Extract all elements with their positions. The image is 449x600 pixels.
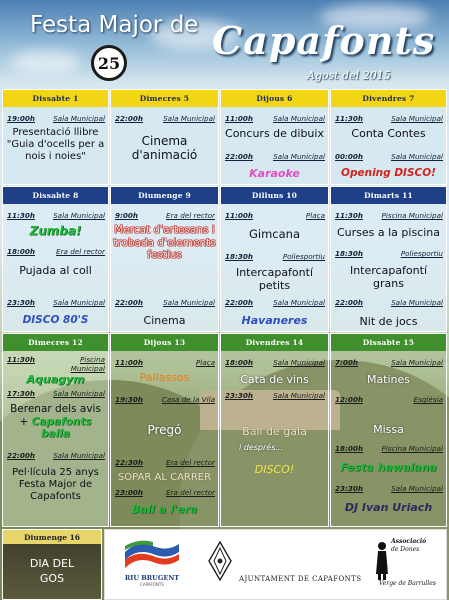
event-time: 23:30h (225, 391, 253, 400)
riu-brugent-logo-icon (123, 538, 181, 572)
event-title: Conta Contes (351, 127, 426, 140)
time-place (7, 211, 105, 220)
event-time: 18:30h (225, 252, 253, 261)
day-cell (220, 186, 329, 332)
week-row-2 (2, 186, 447, 332)
event-title: Cinema (143, 314, 186, 327)
event-place: Era del rector (166, 458, 215, 467)
day-header: Dimarts 11 (331, 187, 446, 204)
event-title: DJ Ivan Uriach (344, 501, 433, 514)
event-time: 19:00h (7, 114, 35, 123)
event-note: i després... (239, 443, 284, 452)
event-place: Era del rector (56, 247, 105, 256)
event-place: Sala Municipal (53, 114, 105, 123)
time-place (335, 114, 443, 123)
event-place: Poliesportiu (282, 252, 325, 261)
event-time: 22:00h (7, 451, 35, 460)
day-body (111, 204, 218, 331)
day-body (3, 107, 108, 184)
sponsor-label-line: Associació (391, 538, 427, 545)
day-header: Dijous 13 (111, 334, 218, 351)
day-cell (110, 333, 219, 527)
sponsor-label: RIU BRUGENT (124, 574, 180, 582)
event-title: Festa hawaiana (340, 461, 437, 474)
day-body (331, 107, 446, 184)
day-header: Dissabte 15 (331, 334, 446, 351)
time-place (7, 451, 105, 460)
event-place: Poliesportiu (400, 249, 443, 258)
event-title: Cata de vins (240, 373, 309, 386)
day-body (111, 107, 218, 184)
time-place (225, 114, 325, 123)
time-place (225, 391, 325, 400)
event-title (5, 403, 106, 441)
sponsor-sublabel: CAPAFONTS (140, 582, 164, 587)
event-title: Pallassos (139, 371, 190, 384)
time-place (335, 395, 443, 404)
day-body (3, 351, 108, 526)
event-time: 23:30h (335, 484, 363, 493)
poster-header (0, 0, 449, 88)
week-row-3 (2, 333, 447, 527)
footer (0, 529, 449, 600)
event-title-line1: DIA DEL (29, 557, 75, 570)
event-time: 12:00h (335, 395, 363, 404)
sponsor-label: AJUNTAMENT DE CAPAFONTS (239, 575, 362, 583)
sponsors-panel (104, 529, 447, 600)
event-time: 18:30h (335, 249, 363, 258)
event-time: 11:30h (335, 114, 363, 123)
event-place: Església (413, 395, 443, 404)
event-time: 22:00h (225, 298, 253, 307)
event-place: Sala Municipal (391, 114, 443, 123)
event-time: 18:00h (335, 444, 363, 453)
event-title: Opening DISCO! (341, 167, 436, 179)
event-title-line2: GOS (39, 571, 65, 585)
time-place (115, 298, 215, 307)
event-title: Cinema d'animació (131, 134, 198, 163)
event-time: 11:30h (7, 355, 35, 364)
event-time: 7:00h (335, 358, 358, 367)
event-place: Plaça (305, 211, 325, 220)
event-title: Karaoke (249, 167, 300, 180)
day-body (111, 351, 218, 526)
time-place (335, 444, 443, 453)
event-place: Sala Municipal (53, 298, 105, 307)
title-line2: Capafonts (212, 18, 436, 63)
day-header: Divendres 14 (221, 334, 328, 351)
day-cell (2, 333, 109, 527)
time-place (225, 152, 325, 161)
event-title: Havaneres (241, 314, 308, 327)
time-place (7, 389, 105, 398)
day-header: Dimecres 5 (111, 90, 218, 107)
event-place: Piscina Municipal (381, 444, 443, 453)
event-title: DISCO! (254, 463, 295, 476)
day-cell (330, 333, 447, 527)
event-time: 17:30h (7, 389, 35, 398)
sponsor-label-line: de Dones (391, 545, 420, 553)
day-header: Diumenge 9 (111, 187, 218, 204)
event-place: Era del rector (166, 488, 215, 497)
time-place (7, 247, 105, 256)
time-place (335, 152, 443, 161)
event-place: Piscina Municipal (70, 355, 105, 374)
day-body (221, 351, 328, 526)
time-place (225, 298, 325, 307)
subtitle: Agost del 2015 (307, 69, 391, 82)
event-title: Aquagym (26, 373, 85, 386)
event-place: Sala Municipal (273, 114, 325, 123)
event-title: Ball a l'era (131, 503, 198, 516)
day-body (221, 204, 328, 331)
time-place (335, 298, 443, 307)
time-place (225, 358, 325, 367)
event-time: 22:00h (115, 114, 143, 123)
event-title: Pregó (147, 423, 182, 437)
day-body (221, 107, 328, 184)
event-place: Sala Municipal (273, 358, 325, 367)
event-title: Gimcana (248, 227, 300, 241)
time-place (7, 298, 105, 307)
event-place: Sala Municipal (391, 152, 443, 161)
event-time: 11:30h (335, 211, 363, 220)
event-title: Zumba! (29, 224, 82, 238)
time-place (335, 358, 443, 367)
event-title: Pel·lícula 25 anys Festa Major de Capafonts (12, 467, 99, 502)
event-title: Mercat d'artesans i trobada d'elements festius (113, 224, 216, 262)
event-place: Sala Municipal (53, 451, 105, 460)
municipal-shield-icon (207, 540, 233, 582)
event-time: 22:00h (225, 152, 253, 161)
event-title: Intercapafontí grans (349, 264, 428, 291)
event-time: 22:30h (115, 458, 143, 467)
day-cell-diumenge-16 (2, 529, 102, 600)
event-place: Sala Municipal (273, 298, 325, 307)
time-place (7, 355, 105, 374)
time-place (225, 211, 325, 220)
event-title: Concurs de dibuix (225, 127, 324, 140)
time-place (115, 358, 215, 367)
time-place (115, 458, 215, 467)
day-body (331, 204, 446, 331)
day-cell (110, 186, 219, 332)
event-title: DISCO 80'S (22, 314, 89, 326)
event-time: 18:00h (7, 247, 35, 256)
day-header: Dilluns 10 (221, 187, 328, 204)
event-place: Sala Municipal (391, 484, 443, 493)
day-header: Divendres 7 (331, 90, 446, 107)
event-time: 23:00h (115, 488, 143, 497)
day-cell (330, 186, 447, 332)
event-time: 23:30h (7, 298, 35, 307)
event-title: Presentació llibre "Guia d'ocells per a nois i noies" (6, 127, 105, 162)
anniversary-logo: 25 (91, 45, 127, 81)
event-place: Sala Municipal (391, 358, 443, 367)
day-header: Dissabte 8 (3, 187, 108, 204)
day-body (3, 204, 108, 331)
time-place (335, 484, 443, 493)
time-place (7, 114, 105, 123)
event-title-part: Berenar dels avis + (10, 403, 101, 428)
event-place: Sala Municipal (391, 298, 443, 307)
day-cell (220, 333, 329, 527)
event-title-highlight: Capafonts balla (31, 415, 92, 441)
event-time: 22:00h (115, 298, 143, 307)
time-place (115, 488, 215, 497)
event-title: Ball de gala (242, 425, 307, 438)
time-place (115, 395, 215, 404)
event-place: Plaça (195, 358, 215, 367)
day-cell (220, 89, 329, 185)
event-time: 11:00h (225, 211, 253, 220)
event-place: Sala Municipal (163, 298, 215, 307)
day-body (331, 351, 446, 526)
event-time: 18:00h (225, 358, 253, 367)
day-header: Dimecres 12 (3, 334, 108, 351)
event-time: 22:00h (335, 298, 363, 307)
day-cell (110, 89, 219, 185)
day-cell (2, 186, 109, 332)
event-place: Sala Municipal (53, 389, 105, 398)
event-place: Sala Municipal (273, 391, 325, 400)
event-title: Curses a la piscina (336, 226, 441, 239)
time-place (115, 211, 215, 220)
day-header: Dijous 6 (221, 90, 328, 107)
event-title (3, 557, 101, 587)
time-place (115, 114, 215, 123)
time-place (335, 249, 443, 258)
time-place (335, 211, 443, 220)
day-cell (330, 89, 447, 185)
event-title: Matines (366, 373, 411, 386)
event-place: Sala Municipal (163, 114, 215, 123)
event-time: 19:30h (115, 395, 143, 404)
event-title: Nit de jocs (359, 315, 418, 328)
day-cell (2, 89, 109, 185)
sponsor-label (391, 538, 426, 553)
event-title: Missa (373, 423, 404, 436)
event-time: 9:00h (115, 211, 138, 220)
event-place: Casa de la Vila (161, 395, 215, 404)
event-title: Pujada al coll (19, 264, 92, 277)
day-header: Dissabte 1 (3, 90, 108, 107)
event-place: Sala Municipal (273, 152, 325, 161)
week-row-1 (2, 89, 447, 185)
figure-silhouette-icon (375, 540, 389, 580)
sponsor-label-line: Verge de Barrulles (379, 580, 436, 587)
event-title: Intercapafontí petits (235, 266, 314, 293)
event-time: 00:00h (335, 152, 363, 161)
day-header: Diumenge 16 (3, 530, 101, 544)
sponsor-riu-brugent (119, 538, 185, 587)
event-place: Sala Municipal (53, 211, 105, 220)
event-time: 11:30h (7, 211, 35, 220)
title-line1: Festa Major de (30, 12, 199, 38)
event-place: Piscina Municipal (381, 211, 443, 220)
event-time: 11:00h (115, 358, 143, 367)
event-place: Era del rector (166, 211, 215, 220)
event-time: 11:00h (225, 114, 253, 123)
event-title: SOPAR AL CARRER (117, 472, 212, 483)
time-place (225, 252, 325, 261)
